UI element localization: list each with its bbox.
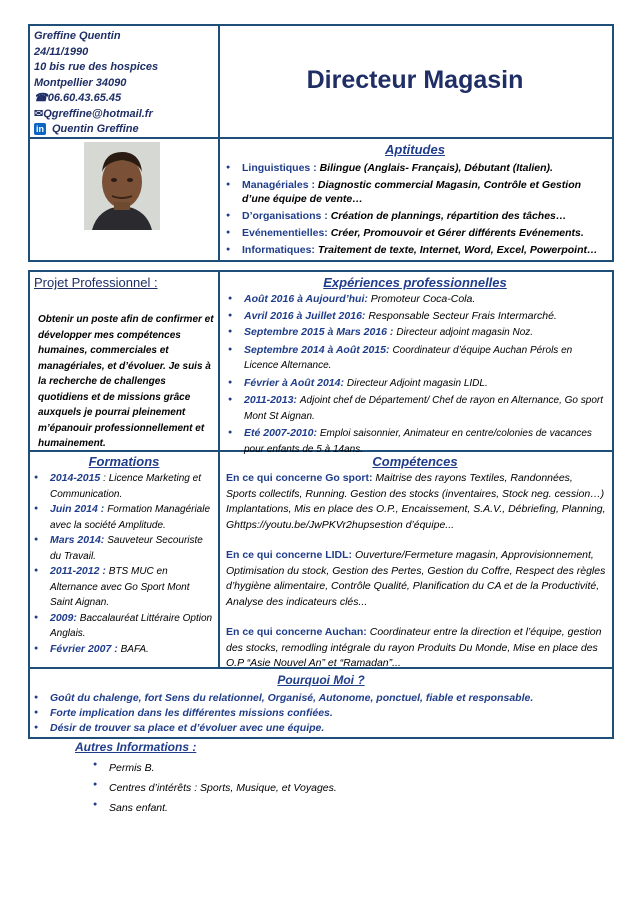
formation-item [32, 502, 214, 533]
formation-text: : Licence Marketing et Communication. [50, 473, 201, 500]
aptitude-text: Traitement de texte, Internet, Word, Excel, Powerpoint… [317, 244, 598, 256]
formation-item [32, 611, 214, 642]
autres-item: ● Sans enfant. [91, 798, 575, 818]
formations-title: Formations [88, 454, 160, 469]
experience-item [226, 343, 606, 374]
autres-list [91, 758, 575, 818]
experiences-box [218, 270, 614, 455]
formation-text: Formation Managériale avec la société Amplitude. [50, 504, 211, 531]
aptitude-text: Création de plannings, répartition des tâches… [330, 210, 567, 222]
experience-text: Coordinateur d’équipe Auchan Pérols en Licence Alternance. [244, 344, 573, 371]
competence-label: En ce qui concerne Go sport: [226, 472, 373, 484]
name: Greffine Quentin [34, 30, 121, 42]
experience-date: 2011-2013: [244, 394, 297, 406]
aptitude-item [224, 243, 606, 257]
experience-date: Avril 2016 à Juillet 2016: [244, 309, 366, 322]
aptitudes-title: Aptitudes [385, 142, 445, 157]
experience-item [226, 325, 606, 341]
autres-title: Autres Informations : [75, 740, 197, 754]
competence-text: Coordinateur entre la direction et l’équipe, gestion des stocks, remodling intégrale du rayon Produits Du Monde, Mise en place des O.P “Asie Nouvel An” et “Ramadan”... [226, 626, 602, 669]
formation-date: 2014-2015 [50, 472, 101, 484]
contact-box [28, 24, 220, 139]
experience-item [226, 292, 606, 307]
mail-icon: ✉ [34, 107, 44, 120]
experience-date: Septembre 2015 à Mars 2016 : [244, 326, 394, 338]
aptitude-label: Linguistiques : [242, 162, 317, 174]
formation-text: BAFA. [120, 643, 149, 655]
address-line-2: Montpellier 34090 [34, 76, 127, 89]
address-line-1: 10 bis rue des hospices [34, 61, 159, 73]
linkedin-icon: in [36, 124, 44, 134]
linkedin-row [34, 122, 218, 138]
experience-date: Février à Août 2014: [244, 376, 344, 389]
experiences-title: Expériences professionnelles [323, 275, 507, 290]
email-row [34, 107, 218, 123]
competence-block [226, 625, 606, 672]
experience-text: Emploi saisonnier, Animateur en centre/colonies de vacances pour enfants de 5 à 14ans. [244, 428, 592, 455]
competence-block [226, 471, 606, 533]
formations-box [28, 450, 220, 669]
aptitude-item [224, 226, 606, 240]
formation-item [32, 533, 214, 564]
aptitude-item [224, 161, 606, 175]
experience-item [226, 376, 606, 392]
title-box [218, 24, 614, 139]
experience-text: Directeur Adjoint magasin LIDL. [346, 377, 488, 389]
pourquoi-list [32, 691, 612, 736]
date-of-birth: 24/11/1990 [34, 45, 89, 58]
projet-text: Obtenir un poste afin de confirmer et développer mes compétences humaines, commerciales et managériales, et d’évoluer. Je suis à la recherche de challenges quotidiens et de missions grâce auxquels je pourrai pleinement m’épanouir professionnellement et humainement. [38, 314, 214, 449]
experience-item [226, 393, 606, 424]
experience-text: Promoteur Coca-Cola. [370, 293, 476, 305]
competence-label: En ce qui concerne Auchan: [226, 626, 367, 638]
aptitude-label: D’organisations : [242, 210, 328, 222]
aptitudes-list [224, 161, 606, 257]
autres-section [75, 740, 575, 818]
formation-date: Février 2007 : [50, 642, 118, 655]
formation-date: Mars 2014: [50, 534, 105, 546]
competence-text: Maitrise des rayons Textiles, Randonnées, Sports collectifs, Running. Gestion des stocks (inventaires, Stock neg. cession…) Implantations, Mis en place des O.P., Encaissement, S.A.V., Débriefing, Planning, Ghttps://youtu.be/JwPKVr2hupsestion d’équipe... [226, 472, 606, 531]
formation-text: Sauveteur Secouriste du Travail. [50, 535, 203, 562]
email[interactable]: Qgreffine@hotmail.fr [43, 107, 153, 120]
aptitude-item [224, 209, 606, 223]
formation-date: Juin 2014 : [50, 503, 105, 515]
linkedin-link[interactable]: Quentin Greffine [52, 123, 139, 135]
pourquoi-item: ● Désir de trouver sa place et d’évoluer avec une équipe. [32, 721, 612, 736]
competence-block [226, 548, 606, 610]
experience-text: Adjoint chef de Département/ Chef de rayon en Alternance, Go sport Mont St Aignan. [244, 395, 603, 422]
pourquoi-title: Pourquoi Moi ? [277, 673, 365, 687]
experience-text: Responsable Secteur Frais Intermarché. [368, 309, 557, 322]
pourquoi-box [28, 667, 614, 739]
aptitude-text: Bilingue (Anglais- Français), Débutant (Italien). [319, 162, 553, 174]
experience-date: Août 2016 à Aujourd’hui: [244, 293, 368, 305]
competences-title: Compétences [372, 454, 458, 469]
phone-icon: ☎ [34, 92, 48, 104]
aptitude-text: Diagnostic commercial Magasin, Contrôle et Gestion d’une équipe de vente… [242, 179, 582, 205]
competences-box [218, 450, 614, 669]
aptitude-label: Managériales : [242, 179, 315, 191]
aptitude-item [224, 178, 606, 206]
formation-text: BTS MUC en Alternance avec Go Sport Mont Saint Aignan. [50, 566, 190, 608]
pourquoi-item: ● Goût du chalenge, fort Sens du relationnel, Organisé, Autonome, ponctuel, fiable et responsable. [32, 691, 612, 706]
aptitudes-box [218, 137, 614, 262]
formation-item [32, 564, 214, 611]
projet-title: Projet Professionnel : [34, 275, 158, 290]
formation-date: 2011-2012 : [50, 565, 106, 577]
formation-item [32, 642, 214, 658]
phone: 06.60.43.65.45 [47, 92, 122, 104]
experience-date: Eté 2007-2010: [244, 427, 317, 439]
pourquoi-item: ● Forte implication dans les différentes missions confiées. [32, 706, 612, 721]
job-title: Directeur Magasin [306, 66, 524, 94]
experience-date: Septembre 2014 à Août 2015: [244, 343, 390, 356]
aptitude-text: Créer, Promouvoir et Gérer différents Evénements. [330, 227, 584, 239]
formation-item [32, 471, 214, 502]
experience-item [226, 309, 606, 324]
autres-item: ● Permis B. [91, 758, 575, 778]
aptitude-label: Informatiques: [242, 244, 315, 256]
competence-text: Ouverture/Fermeture magasin, Approvisionnement, Optimisation du stock, Gestion des Pertes, Gestion du Coffre, Respect des règles d’hygiène alimentaire, Contrôle Qualité, Planification du CA et de la Productivité, Analyse des indicateurs clés... [226, 549, 606, 608]
formations-list [32, 471, 214, 657]
competence-label: En ce qui concerne LIDL: [226, 549, 353, 561]
autres-item: ● Centres d’intérêts : Sports, Musique, et Voyages. [91, 778, 575, 798]
formation-date: 2009: [50, 611, 77, 624]
formation-text: Baccalauréat Littéraire Option Anglais. [50, 612, 213, 639]
experiences-list [226, 292, 606, 457]
aptitude-label: Evénementielles: [242, 227, 328, 239]
experience-text: Directeur adjoint magasin Noz. [396, 327, 534, 338]
competences-content [226, 471, 606, 672]
profile-photo [84, 142, 160, 230]
phone-row [34, 91, 218, 107]
projet-box [28, 270, 220, 452]
